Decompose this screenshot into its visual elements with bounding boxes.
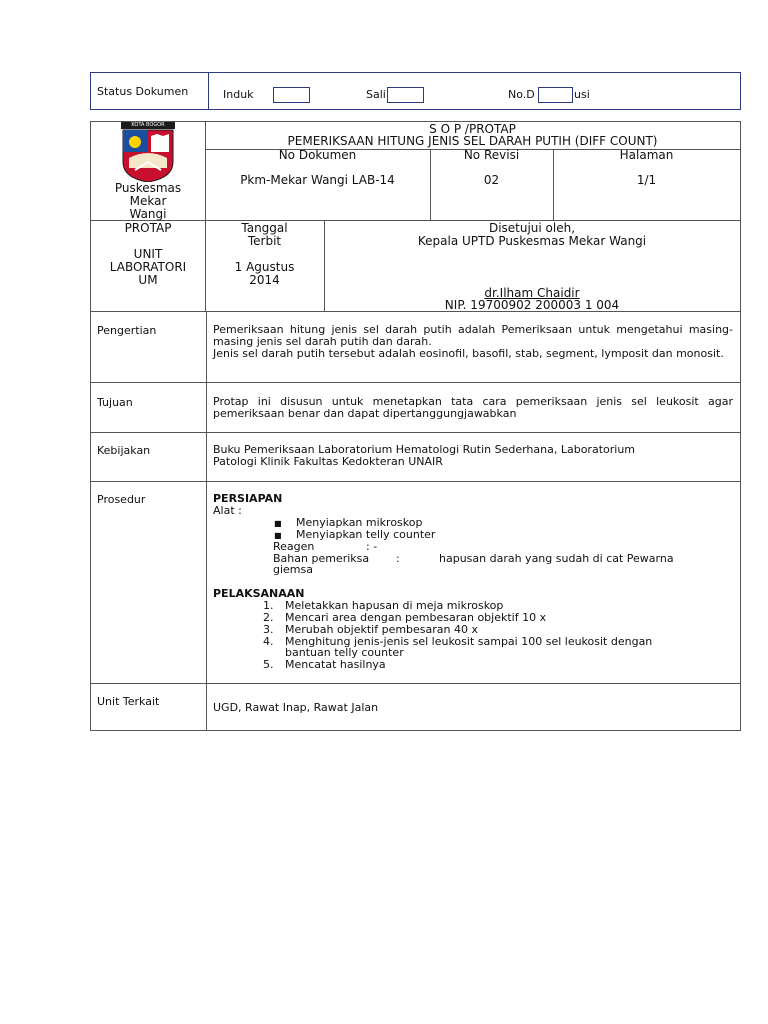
tanggal-terbit-year: 2014 (249, 273, 280, 287)
org-name-line1: Puskesmas (114, 181, 182, 195)
tujuan-text: Protap ini disusun untuk menetapkan tata cara pemeriksaan jenis sel leukosit agar pemeriksaan benar dan dapat dipertanggungjawabkan (213, 395, 733, 420)
bahan-label: Bahan pemeriksa (273, 552, 370, 565)
step-text-cont: bantuan telly counter (285, 646, 404, 659)
kota-bogor-logo-icon (121, 122, 175, 182)
disetujui-label: Disetujui oleh, (488, 221, 576, 235)
prosedur-label: Prosedur (97, 493, 146, 506)
sop-title: S O P /PROTAP (429, 122, 516, 136)
sop-body-table (90, 312, 741, 731)
salinan-label: Sali (366, 88, 386, 101)
status-dokumen-label: Status Dokumen (91, 73, 209, 109)
signer-nip: NIP. 19700902 200003 1 004 (444, 298, 620, 312)
pengertian-text: Pemeriksaan hitung jenis sel darah putih adalah Pemeriksaan untuk mengetahui masing-masing jenis sel darah putih dan darah. (213, 323, 733, 348)
unit-terkait-text: UGD, Rawat Inap, Rawat Jalan (213, 701, 379, 714)
divider (91, 683, 740, 684)
reagen-label: Reagen (273, 540, 315, 553)
bahan-separator: : (396, 552, 400, 565)
step-number: 2. (263, 611, 274, 624)
no-revisi-label: No Revisi (463, 148, 520, 162)
step-number: 1. (263, 599, 274, 612)
tanggal-terbit-line2: Terbit (247, 234, 282, 248)
bullet-icon: ■ (274, 531, 282, 540)
pengertian-label: Pengertian (97, 324, 157, 337)
tanggal-terbit-date: 1 Agustus (234, 260, 295, 274)
org-name-line2: Mekar (129, 194, 167, 208)
persiapan-heading: PERSIAPAN (213, 492, 283, 505)
disetujui-position: Kepala UPTD Puskesmas Mekar Wangi (417, 234, 647, 248)
divider (91, 481, 740, 482)
induk-label: Induk (223, 88, 254, 101)
alat-label: Alat : (213, 504, 242, 517)
kebijakan-text-line1: Buku Pemeriksaan Laboratorium Hematologi Rutin Sederhana, Laboratorium (213, 443, 636, 456)
pengertian-text-2: Jenis sel darah putih tersebut adalah eosinofil, basofil, stab, segment, lymposit dan monosit. (213, 347, 724, 360)
reagen-value: : - (366, 540, 378, 553)
unit-line3: UM (138, 273, 158, 287)
halaman-label: Halaman (619, 148, 674, 162)
protap-label: PROTAP (124, 221, 172, 235)
no-distribusi-checkbox[interactable] (538, 87, 573, 103)
status-options (209, 73, 740, 109)
step-text: Meletakkan hapusan di meja mikroskop (285, 599, 504, 612)
signer-name: dr.Ilham Chaidir (484, 286, 580, 300)
no-distribusi-label-b: usi (574, 88, 590, 101)
no-dokumen-value: Pkm-Mekar Wangi LAB-14 (240, 173, 395, 187)
org-name-line3: Wangi (129, 207, 167, 221)
divider (91, 382, 740, 383)
sop-subtitle: PEMERIKSAAN HITUNG JENIS SEL DARAH PUTIH (DIFF COUNT) (287, 134, 658, 148)
step-text: Menghitung jenis-jenis sel leukosit sampai 100 sel leukosit dengan (285, 635, 653, 648)
sop-header-table (90, 121, 741, 312)
step-number: 4. (263, 635, 274, 648)
tanggal-terbit-line1: Tanggal (241, 221, 288, 235)
bullet-icon: ■ (274, 519, 282, 528)
kebijakan-label: Kebijakan (97, 444, 151, 457)
induk-checkbox[interactable] (273, 87, 310, 103)
alat-item: Menyiapkan telly counter (296, 528, 436, 541)
halaman-value: 1/1 (636, 173, 657, 187)
step-text: Merubah objektif pembesaran 40 x (285, 623, 479, 636)
divider (91, 432, 740, 433)
step-text: Mencari area dengan pembesaran objektif 10 x (285, 611, 547, 624)
logo-caption: KOTA BOGOR (131, 122, 165, 128)
bahan-value: hapusan darah yang sudah di cat Pewarna (439, 552, 674, 565)
step-number: 5. (263, 658, 274, 671)
pelaksanaan-heading: PELAKSANAAN (213, 587, 305, 600)
kebijakan-text-line2: Patologi Klinik Fakultas Kedokteran UNAIR (213, 455, 443, 468)
step-text: Mencatat hasilnya (285, 658, 386, 671)
divider (206, 312, 207, 730)
unit-terkait-label: Unit Terkait (97, 695, 160, 708)
tujuan-label: Tujuan (97, 396, 133, 409)
step-number: 3. (263, 623, 274, 636)
salinan-checkbox[interactable] (387, 87, 424, 103)
no-dokumen-label: No Dokumen (278, 148, 357, 162)
status-dokumen-table (90, 72, 741, 110)
alat-item: Menyiapkan mikroskop (296, 516, 423, 529)
no-distribusi-label-a: No.D (508, 88, 535, 101)
bahan-value-cont: giemsa (273, 563, 313, 576)
no-revisi-value: 02 (483, 173, 500, 187)
unit-line2: LABORATORI (109, 260, 187, 274)
unit-line1: UNIT (133, 247, 163, 261)
